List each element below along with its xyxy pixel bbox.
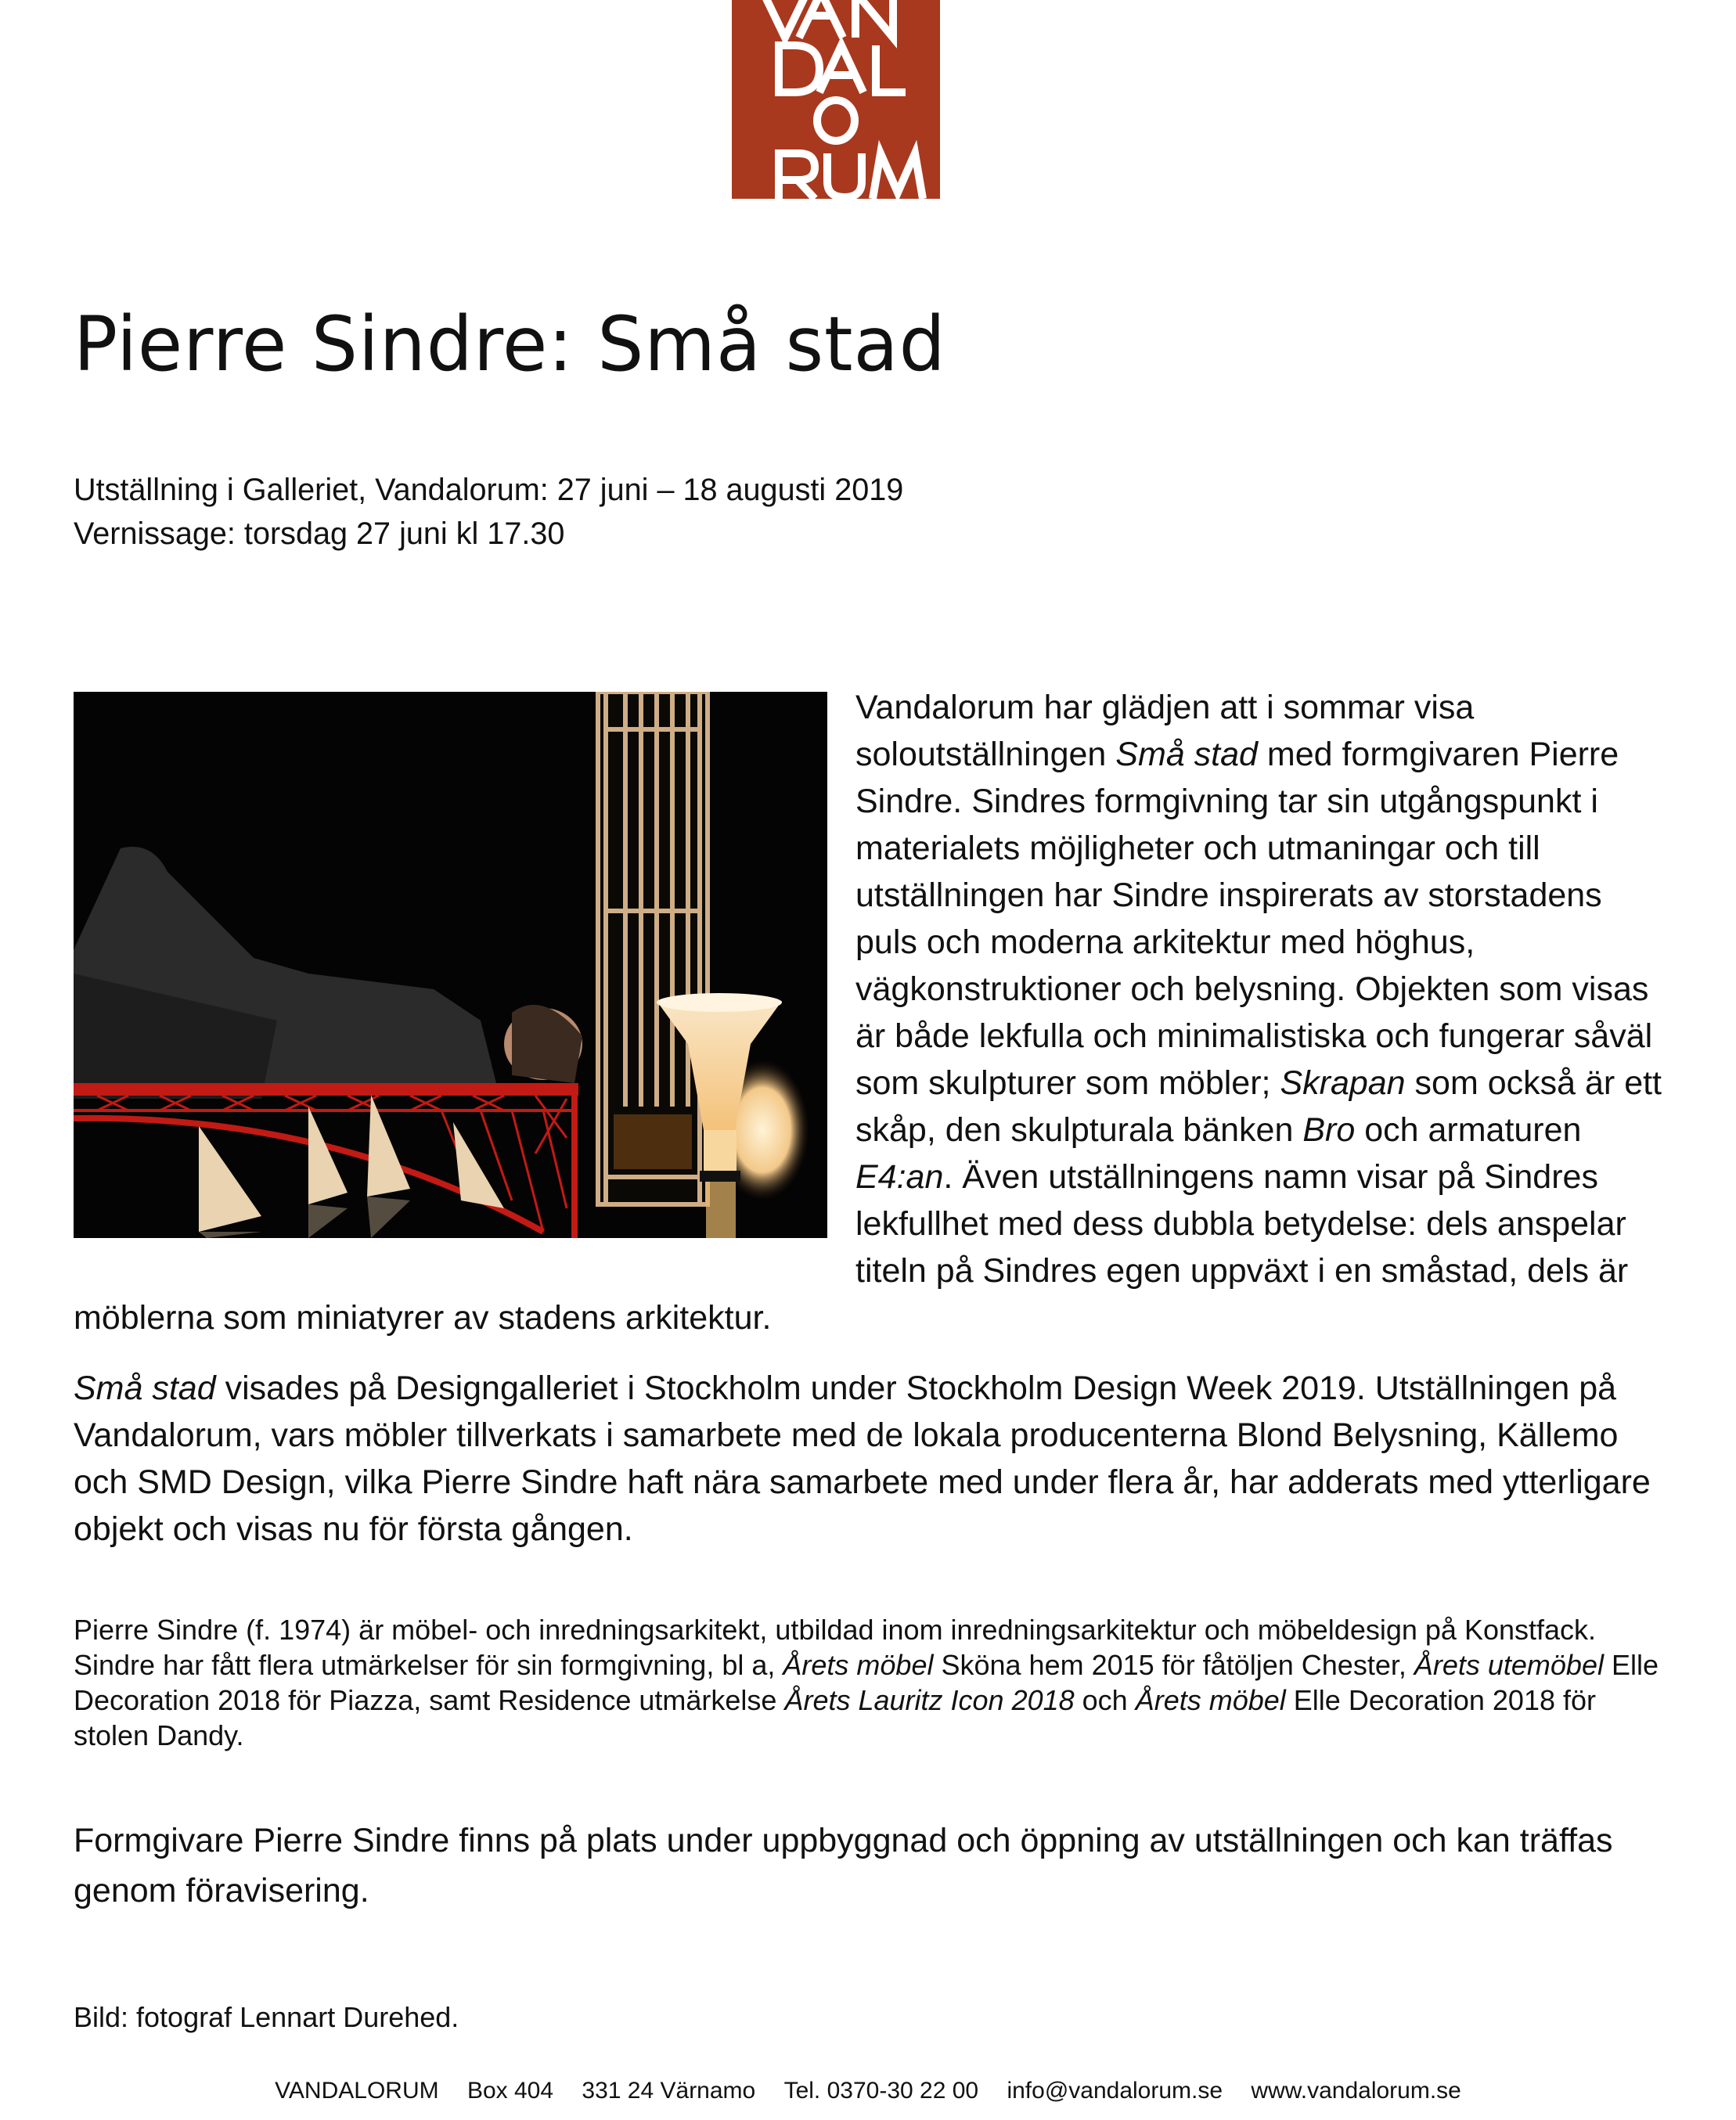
logo-lettering: [732, 0, 940, 199]
object-name-e4an: E4:an: [855, 1158, 944, 1196]
exhibition-photo: [74, 692, 827, 1238]
contact-footer: [0, 2075, 1736, 2107]
text-run: Elle Decoration 2018 för Piazza, samt Residence utmärkelse: [74, 1649, 1659, 1716]
text-run: och armaturen: [1355, 1111, 1582, 1149]
text-run: . Även utställningens namn visar på Sindres lekfullhet med dess dubbla betydelse: dels anspelar titeln på Sindres egen uppväxt i en småstad, dels är möblerna som miniatyrer av stadens arkitektur.: [74, 1158, 1629, 1337]
text-run: Pierre Sindre (f. 1974) är möbel- och inredningsarkitekt, utbildad inom inredningsarkitektur och möbeldesign på Konstfack. Sindre har fått flera utmärkelser för sin formgivning, bl a,: [74, 1614, 1597, 1681]
designer-bio: [74, 1612, 1670, 1753]
text-run: Vandalorum har glädjen att i sommar visa soloutställningen: [855, 689, 1475, 773]
text-run: och: [1074, 1684, 1136, 1716]
page-title: Pierre Sindre: Små stad: [74, 301, 946, 388]
photo-credit: Bild: fotograf Lennart Durehed.: [74, 2001, 459, 2033]
object-name-bro: Bro: [1302, 1111, 1356, 1149]
text-run: Sköna hem 2015 för fåtöljen Chester,: [933, 1649, 1414, 1681]
text-run: visades på Designgalleriet i Stockholm under Stockholm Design Week 2019. Utställningen på Vandalorum, vars möbler tillverkats i samarbete med de lokala producenterna Blond Belysning, Källemo och SMD Design, vilka Pierre Sindre haft nära samarbete med under flera år, har adderats med ytterligare objekt och visas nu för första gången.: [74, 1370, 1651, 1548]
text-run: som också är ett skåp, den skulpturala bänken: [855, 1064, 1662, 1149]
main-text: [74, 684, 1670, 1553]
exhibition-name: Små stad: [1115, 736, 1258, 773]
photo-illustration: [74, 692, 827, 1238]
object-name-skrapan: Skrapan: [1280, 1064, 1406, 1102]
footer-email-link[interactable]: info@vandalorum.se: [1007, 2078, 1223, 2104]
award-name: Årets Lauritz Icon 2018: [784, 1684, 1075, 1716]
vandalorum-logo: [732, 0, 940, 199]
history-paragraph: [74, 1365, 1670, 1553]
exhibition-info: [74, 468, 903, 556]
footer-org: VANDALORUM: [275, 2078, 439, 2104]
text-run: med formgivaren Pierre Sindre. Sindres formgivning tar sin utgångspunkt i materialets möjligheter och utmaningar och till utställningen har Sindre inspirerats av storstadens puls och moderna arkitektur med höghus, vägkonstruktioner och belysning. Objekten som visas är både lekfulla och minimalistiska och fungerar såväl som skulpturer som möbler;: [855, 736, 1653, 1102]
bio-paragraph: [74, 1612, 1670, 1753]
exhibition-dates: Utställning i Galleriet, Vandalorum: 27 juni – 18 augusti 2019: [74, 473, 904, 507]
award-name: Årets utemöbel: [1414, 1649, 1604, 1681]
footer-postal: 331 24 Värnamo: [582, 2078, 756, 2104]
text-run: Elle Decoration 2018 för stolen Dandy.: [74, 1684, 1597, 1751]
award-name: Årets möbel: [783, 1649, 934, 1681]
award-name: Årets möbel: [1135, 1684, 1286, 1716]
exhibition-name: Små stad: [74, 1370, 216, 1407]
designer-availability-notice: Formgivare Pierre Sindre finns på plats under uppbyggnad och öppning av utställningen och kan träffas genom föravisering.: [74, 1822, 1613, 1909]
footer-box: Box 404: [466, 2078, 554, 2104]
footer-website-link[interactable]: www.vandalorum.se: [1251, 2078, 1461, 2104]
footer-phone: Tel. 0370-30 22 00: [783, 2078, 979, 2104]
vernissage-info: Vernissage: torsdag 27 juni kl 17.30: [74, 517, 565, 551]
